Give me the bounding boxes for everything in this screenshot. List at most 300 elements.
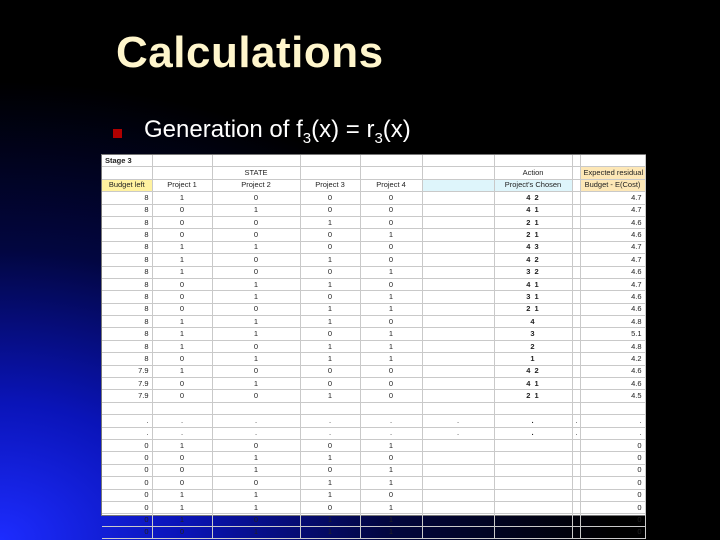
table-cell: 1 <box>300 216 360 228</box>
table-cell: 1 <box>152 192 212 204</box>
table-row <box>102 501 645 513</box>
table-cell <box>494 477 572 489</box>
table-cell: 0 <box>212 254 300 266</box>
table-cell: 0 <box>212 229 300 241</box>
table-cell: 0 <box>300 291 360 303</box>
table-cell <box>572 204 580 216</box>
table-cell: . <box>580 415 645 427</box>
table-cell <box>572 229 580 241</box>
table-cell <box>572 316 580 328</box>
table-cell: 1 <box>360 340 422 352</box>
table-cell: 0 <box>360 489 422 501</box>
table-cell: 2 <box>494 340 572 352</box>
table-cell: 0 <box>300 378 360 390</box>
table-cell <box>422 439 494 451</box>
table-cell: 0 <box>212 514 300 526</box>
table-cell <box>572 526 580 538</box>
column-header: Project 1 <box>152 179 212 191</box>
table-cell <box>422 316 494 328</box>
table-cell: . <box>212 427 300 439</box>
table-cell: 4.6 <box>580 216 645 228</box>
table-cell: 1 <box>212 452 300 464</box>
table-cell: 1 <box>152 241 212 253</box>
table-cell: . <box>102 415 152 427</box>
table-cell: 0 <box>360 365 422 377</box>
column-header: Project 3 <box>300 179 360 191</box>
column-header: Project 4 <box>360 179 422 191</box>
table-cell: 8 <box>102 316 152 328</box>
column-header: Budget left <box>102 179 152 191</box>
table-cell <box>494 489 572 501</box>
table-cell: . <box>572 427 580 439</box>
table-row <box>102 241 645 253</box>
table-cell: . <box>360 427 422 439</box>
table-cell: 0 <box>212 439 300 451</box>
table-cell: 1 <box>212 464 300 476</box>
table-cell: . <box>422 427 494 439</box>
table-cell: 7.9 <box>102 378 152 390</box>
table-cell <box>572 328 580 340</box>
table-cell <box>572 439 580 451</box>
table-cell: 0 <box>212 365 300 377</box>
table-cell: 1 <box>360 464 422 476</box>
table-cell <box>422 241 494 253</box>
table-cell <box>572 353 580 365</box>
table-cell: 1 <box>152 514 212 526</box>
table-cell: 1 <box>152 501 212 513</box>
table-cell <box>494 501 572 513</box>
table-cell: 2 1 <box>494 303 572 315</box>
table-cell: 0 <box>300 328 360 340</box>
table-cell: 0 <box>360 452 422 464</box>
action-header: Action <box>494 167 572 179</box>
table-cell: 0 <box>300 192 360 204</box>
table-cell: 0 <box>212 266 300 278</box>
table-cell: 0 <box>152 216 212 228</box>
table-cell: 0 <box>212 340 300 352</box>
table-cell: 0 <box>580 477 645 489</box>
table-cell: . <box>212 415 300 427</box>
table-cell: 1 <box>360 229 422 241</box>
table-cell <box>422 526 494 538</box>
table-cell <box>422 303 494 315</box>
table-row <box>102 402 645 414</box>
table-cell: 8 <box>102 266 152 278</box>
table-cell: 0 <box>360 204 422 216</box>
table-cell: . <box>494 415 572 427</box>
table-cell: . <box>422 415 494 427</box>
table-cell: 0 <box>360 390 422 402</box>
table-cell: 4.7 <box>580 278 645 290</box>
bullet-subscript-2: 3 <box>374 130 383 147</box>
table-cell: 1 <box>360 291 422 303</box>
table-cell <box>572 254 580 266</box>
table-cell: 4 <box>494 316 572 328</box>
table-cell <box>422 291 494 303</box>
table-cell: 1 <box>300 452 360 464</box>
table-cell <box>422 216 494 228</box>
table-cell: 8 <box>102 278 152 290</box>
table-cell <box>422 340 494 352</box>
table-cell <box>494 526 572 538</box>
table-cell: 0 <box>580 514 645 526</box>
table-cell: 8 <box>102 192 152 204</box>
bullet-middle: (x) = r <box>311 116 375 143</box>
stage-3-table <box>102 155 646 539</box>
table-cell: 1 <box>152 489 212 501</box>
table-cell: 0 <box>102 439 152 451</box>
table-cell: 4 1 <box>494 278 572 290</box>
table-cell: 0 <box>300 266 360 278</box>
table-cell <box>422 378 494 390</box>
table-cell: 1 <box>360 501 422 513</box>
table-row <box>102 452 645 464</box>
table-cell: 1 <box>300 278 360 290</box>
table-cell: 0 <box>152 526 212 538</box>
table-row <box>102 254 645 266</box>
table-cell <box>494 514 572 526</box>
table-cell: 8 <box>102 328 152 340</box>
table-cell: 4.6 <box>580 229 645 241</box>
table-cell: 0 <box>212 216 300 228</box>
table-cell: . <box>580 427 645 439</box>
table-cell: 8 <box>102 254 152 266</box>
table-cell <box>422 477 494 489</box>
column-header: Budget - E(Cost) <box>580 179 645 191</box>
table-cell: 8 <box>102 204 152 216</box>
table-cell: 0 <box>102 501 152 513</box>
table-cell: 0 <box>152 353 212 365</box>
table-cell <box>572 501 580 513</box>
table-cell <box>572 216 580 228</box>
table-cell: 1 <box>300 254 360 266</box>
table-cell: 7.9 <box>102 365 152 377</box>
table-cell: 1 <box>212 316 300 328</box>
table-cell: 1 <box>360 477 422 489</box>
table-cell <box>422 192 494 204</box>
table-cell <box>572 464 580 476</box>
table-cell: 0 <box>102 526 152 538</box>
table-cell: 1 <box>300 303 360 315</box>
table-cell <box>422 501 494 513</box>
table-cell: 1 <box>152 254 212 266</box>
table-cell: 0 <box>152 303 212 315</box>
table-cell: 1 <box>360 514 422 526</box>
stage-label: Stage 3 <box>102 155 152 167</box>
table-cell: 1 <box>152 266 212 278</box>
table-cell: 1 <box>212 278 300 290</box>
table-row <box>102 291 645 303</box>
table-cell: 0 <box>300 229 360 241</box>
table-cell: 1 <box>212 501 300 513</box>
table-cell: 0 <box>152 278 212 290</box>
table-cell <box>152 402 212 414</box>
table-row <box>102 365 645 377</box>
table-row <box>102 303 645 315</box>
table-cell <box>572 452 580 464</box>
table-cell <box>572 402 580 414</box>
table-row <box>102 415 645 427</box>
table-row <box>102 192 645 204</box>
table-cell: 1 <box>212 378 300 390</box>
table-cell: 0 <box>152 464 212 476</box>
table-row <box>102 526 645 538</box>
table-cell: 0 <box>360 254 422 266</box>
table-cell: 4.6 <box>580 365 645 377</box>
table-cell <box>572 278 580 290</box>
table-cell: 0 <box>102 477 152 489</box>
table-cell: 1 <box>152 439 212 451</box>
table-cell: 4 3 <box>494 241 572 253</box>
table-cell: 0 <box>300 464 360 476</box>
table-row <box>102 464 645 476</box>
column-header: Project 2 <box>212 179 300 191</box>
table-cell: 4.6 <box>580 266 645 278</box>
table-row <box>102 266 645 278</box>
table-row <box>102 316 645 328</box>
table-cell: . <box>152 415 212 427</box>
table-cell: 0 <box>212 192 300 204</box>
table-cell: 8 <box>102 229 152 241</box>
table-cell: 4 1 <box>494 204 572 216</box>
table-cell: 1 <box>300 514 360 526</box>
table-cell <box>572 291 580 303</box>
table-cell <box>572 266 580 278</box>
table-cell: 0 <box>300 501 360 513</box>
table-cell: 1 <box>152 328 212 340</box>
table-cell: 0 <box>300 439 360 451</box>
table-cell <box>102 402 152 414</box>
table-cell <box>422 452 494 464</box>
table-cell: 1 <box>152 340 212 352</box>
table-row-header-1 <box>102 167 645 179</box>
table-cell <box>572 365 580 377</box>
table-cell: 0 <box>152 477 212 489</box>
table-cell <box>572 390 580 402</box>
table-cell: 4.6 <box>580 291 645 303</box>
state-header: STATE <box>212 167 300 179</box>
table-cell <box>572 514 580 526</box>
table-cell: 1 <box>300 489 360 501</box>
table-cell: . <box>494 427 572 439</box>
table-cell: 4 2 <box>494 365 572 377</box>
table-cell: 0 <box>152 204 212 216</box>
table-cell: 4.7 <box>580 204 645 216</box>
table-cell <box>422 266 494 278</box>
table-cell: 1 <box>360 328 422 340</box>
table-row <box>102 427 645 439</box>
table-cell <box>494 464 572 476</box>
table-cell <box>422 390 494 402</box>
bullet-prefix: Generation of f <box>144 116 303 143</box>
table-cell: . <box>152 427 212 439</box>
column-header <box>572 179 580 191</box>
slide-title: Calculations <box>116 28 384 77</box>
table-cell: 0 <box>360 216 422 228</box>
table-cell: 4.7 <box>580 241 645 253</box>
table-cell <box>422 514 494 526</box>
table-cell <box>422 278 494 290</box>
table-cell <box>572 303 580 315</box>
bullet-text <box>144 116 411 147</box>
table-cell <box>360 402 422 414</box>
table-cell <box>494 439 572 451</box>
table-cell <box>422 254 494 266</box>
table-cell: . <box>572 415 580 427</box>
spreadsheet-image <box>101 154 646 537</box>
table-cell: 4 2 <box>494 192 572 204</box>
table-cell: 1 <box>360 266 422 278</box>
table-cell: 8 <box>102 353 152 365</box>
table-cell: 1 <box>300 477 360 489</box>
table-cell: 1 <box>360 526 422 538</box>
bullet-suffix: (x) <box>382 116 411 143</box>
table-cell: 1 <box>152 365 212 377</box>
table-cell: 1 <box>300 340 360 352</box>
table-row <box>102 328 645 340</box>
table-cell: 1 <box>300 390 360 402</box>
table-cell: 0 <box>152 378 212 390</box>
table-cell: 1 <box>212 489 300 501</box>
table-cell: 2 1 <box>494 229 572 241</box>
table-cell: 0 <box>360 378 422 390</box>
table-cell <box>580 402 645 414</box>
table-cell: 0 <box>580 501 645 513</box>
table-cell: 1 <box>212 328 300 340</box>
table-row-header-2 <box>102 179 645 191</box>
table-cell: 1 <box>300 353 360 365</box>
table-cell: . <box>102 427 152 439</box>
table-cell: 1 <box>212 204 300 216</box>
table-row <box>102 439 645 451</box>
expected-residual-header: Expected residual <box>580 167 645 179</box>
table-cell: 1 <box>212 526 300 538</box>
table-cell: 0 <box>580 526 645 538</box>
table-cell <box>212 402 300 414</box>
column-header: Project's Chosen <box>494 179 572 191</box>
table-cell <box>422 204 494 216</box>
table-cell <box>494 452 572 464</box>
table-cell: 3 <box>494 328 572 340</box>
bullet-subscript-1: 3 <box>302 130 312 147</box>
table-cell: 4.5 <box>580 390 645 402</box>
table-cell: 0 <box>580 464 645 476</box>
table-cell: 4.8 <box>580 340 645 352</box>
table-cell: . <box>300 415 360 427</box>
table-cell: 1 <box>494 353 572 365</box>
table-cell: 4.2 <box>580 353 645 365</box>
table-cell: 0 <box>360 278 422 290</box>
table-cell: 0 <box>300 241 360 253</box>
table-cell: 1 <box>300 316 360 328</box>
table-row <box>102 514 645 526</box>
table-cell: 8 <box>102 340 152 352</box>
table-row <box>102 390 645 402</box>
table-cell: 2 1 <box>494 216 572 228</box>
table-cell <box>572 489 580 501</box>
table-cell: 4 2 <box>494 254 572 266</box>
table-cell <box>422 489 494 501</box>
table-cell <box>494 402 572 414</box>
table-row <box>102 216 645 228</box>
table-cell <box>422 464 494 476</box>
table-cell: 0 <box>152 291 212 303</box>
table-cell: 7.9 <box>102 390 152 402</box>
table-row <box>102 278 645 290</box>
table-cell: 0 <box>212 303 300 315</box>
table-cell: 0 <box>102 489 152 501</box>
table-cell: 4.6 <box>580 303 645 315</box>
table-cell: 4.6 <box>580 378 645 390</box>
table-cell: 1 <box>212 291 300 303</box>
table-cell: 0 <box>360 316 422 328</box>
table-cell: 0 <box>580 439 645 451</box>
table-cell: . <box>300 427 360 439</box>
table-cell: 0 <box>580 489 645 501</box>
table-cell <box>572 241 580 253</box>
table-cell: 3 1 <box>494 291 572 303</box>
table-cell: 0 <box>360 241 422 253</box>
table-row <box>102 353 645 365</box>
table-cell: 0 <box>212 477 300 489</box>
table-cell: 1 <box>300 526 360 538</box>
table-cell: 4.7 <box>580 192 645 204</box>
table-row <box>102 229 645 241</box>
table-cell: 0 <box>300 365 360 377</box>
table-row-stage <box>102 155 645 167</box>
table-cell: 8 <box>102 303 152 315</box>
table-cell: 4.8 <box>580 316 645 328</box>
table-cell: 8 <box>102 241 152 253</box>
table-cell <box>572 477 580 489</box>
table-cell: 0 <box>102 452 152 464</box>
table-row <box>102 204 645 216</box>
table-cell: 0 <box>580 452 645 464</box>
table-cell: 5.1 <box>580 328 645 340</box>
table-cell: 1 <box>360 303 422 315</box>
table-row <box>102 340 645 352</box>
column-header <box>422 179 494 191</box>
table-cell: 1 <box>360 353 422 365</box>
table-cell: 0 <box>152 390 212 402</box>
table-row <box>102 489 645 501</box>
table-cell <box>422 402 494 414</box>
table-cell: . <box>360 415 422 427</box>
table-cell: 0 <box>102 464 152 476</box>
table-cell: 2 1 <box>494 390 572 402</box>
table-cell: 0 <box>300 204 360 216</box>
table-cell: 0 <box>152 229 212 241</box>
table-cell: 3 2 <box>494 266 572 278</box>
table-cell: 0 <box>360 192 422 204</box>
table-cell: 0 <box>102 514 152 526</box>
table-cell: 4.7 <box>580 254 645 266</box>
table-cell <box>572 192 580 204</box>
table-cell: 1 <box>212 241 300 253</box>
table-cell <box>572 378 580 390</box>
table-cell <box>300 402 360 414</box>
table-row <box>102 477 645 489</box>
table-cell <box>422 353 494 365</box>
table-cell <box>422 328 494 340</box>
table-cell: 8 <box>102 291 152 303</box>
table-cell: 1 <box>360 439 422 451</box>
table-cell: 4 1 <box>494 378 572 390</box>
table-row <box>102 378 645 390</box>
table-cell: 1 <box>152 316 212 328</box>
square-bullet-icon <box>113 129 122 138</box>
table-cell <box>572 340 580 352</box>
